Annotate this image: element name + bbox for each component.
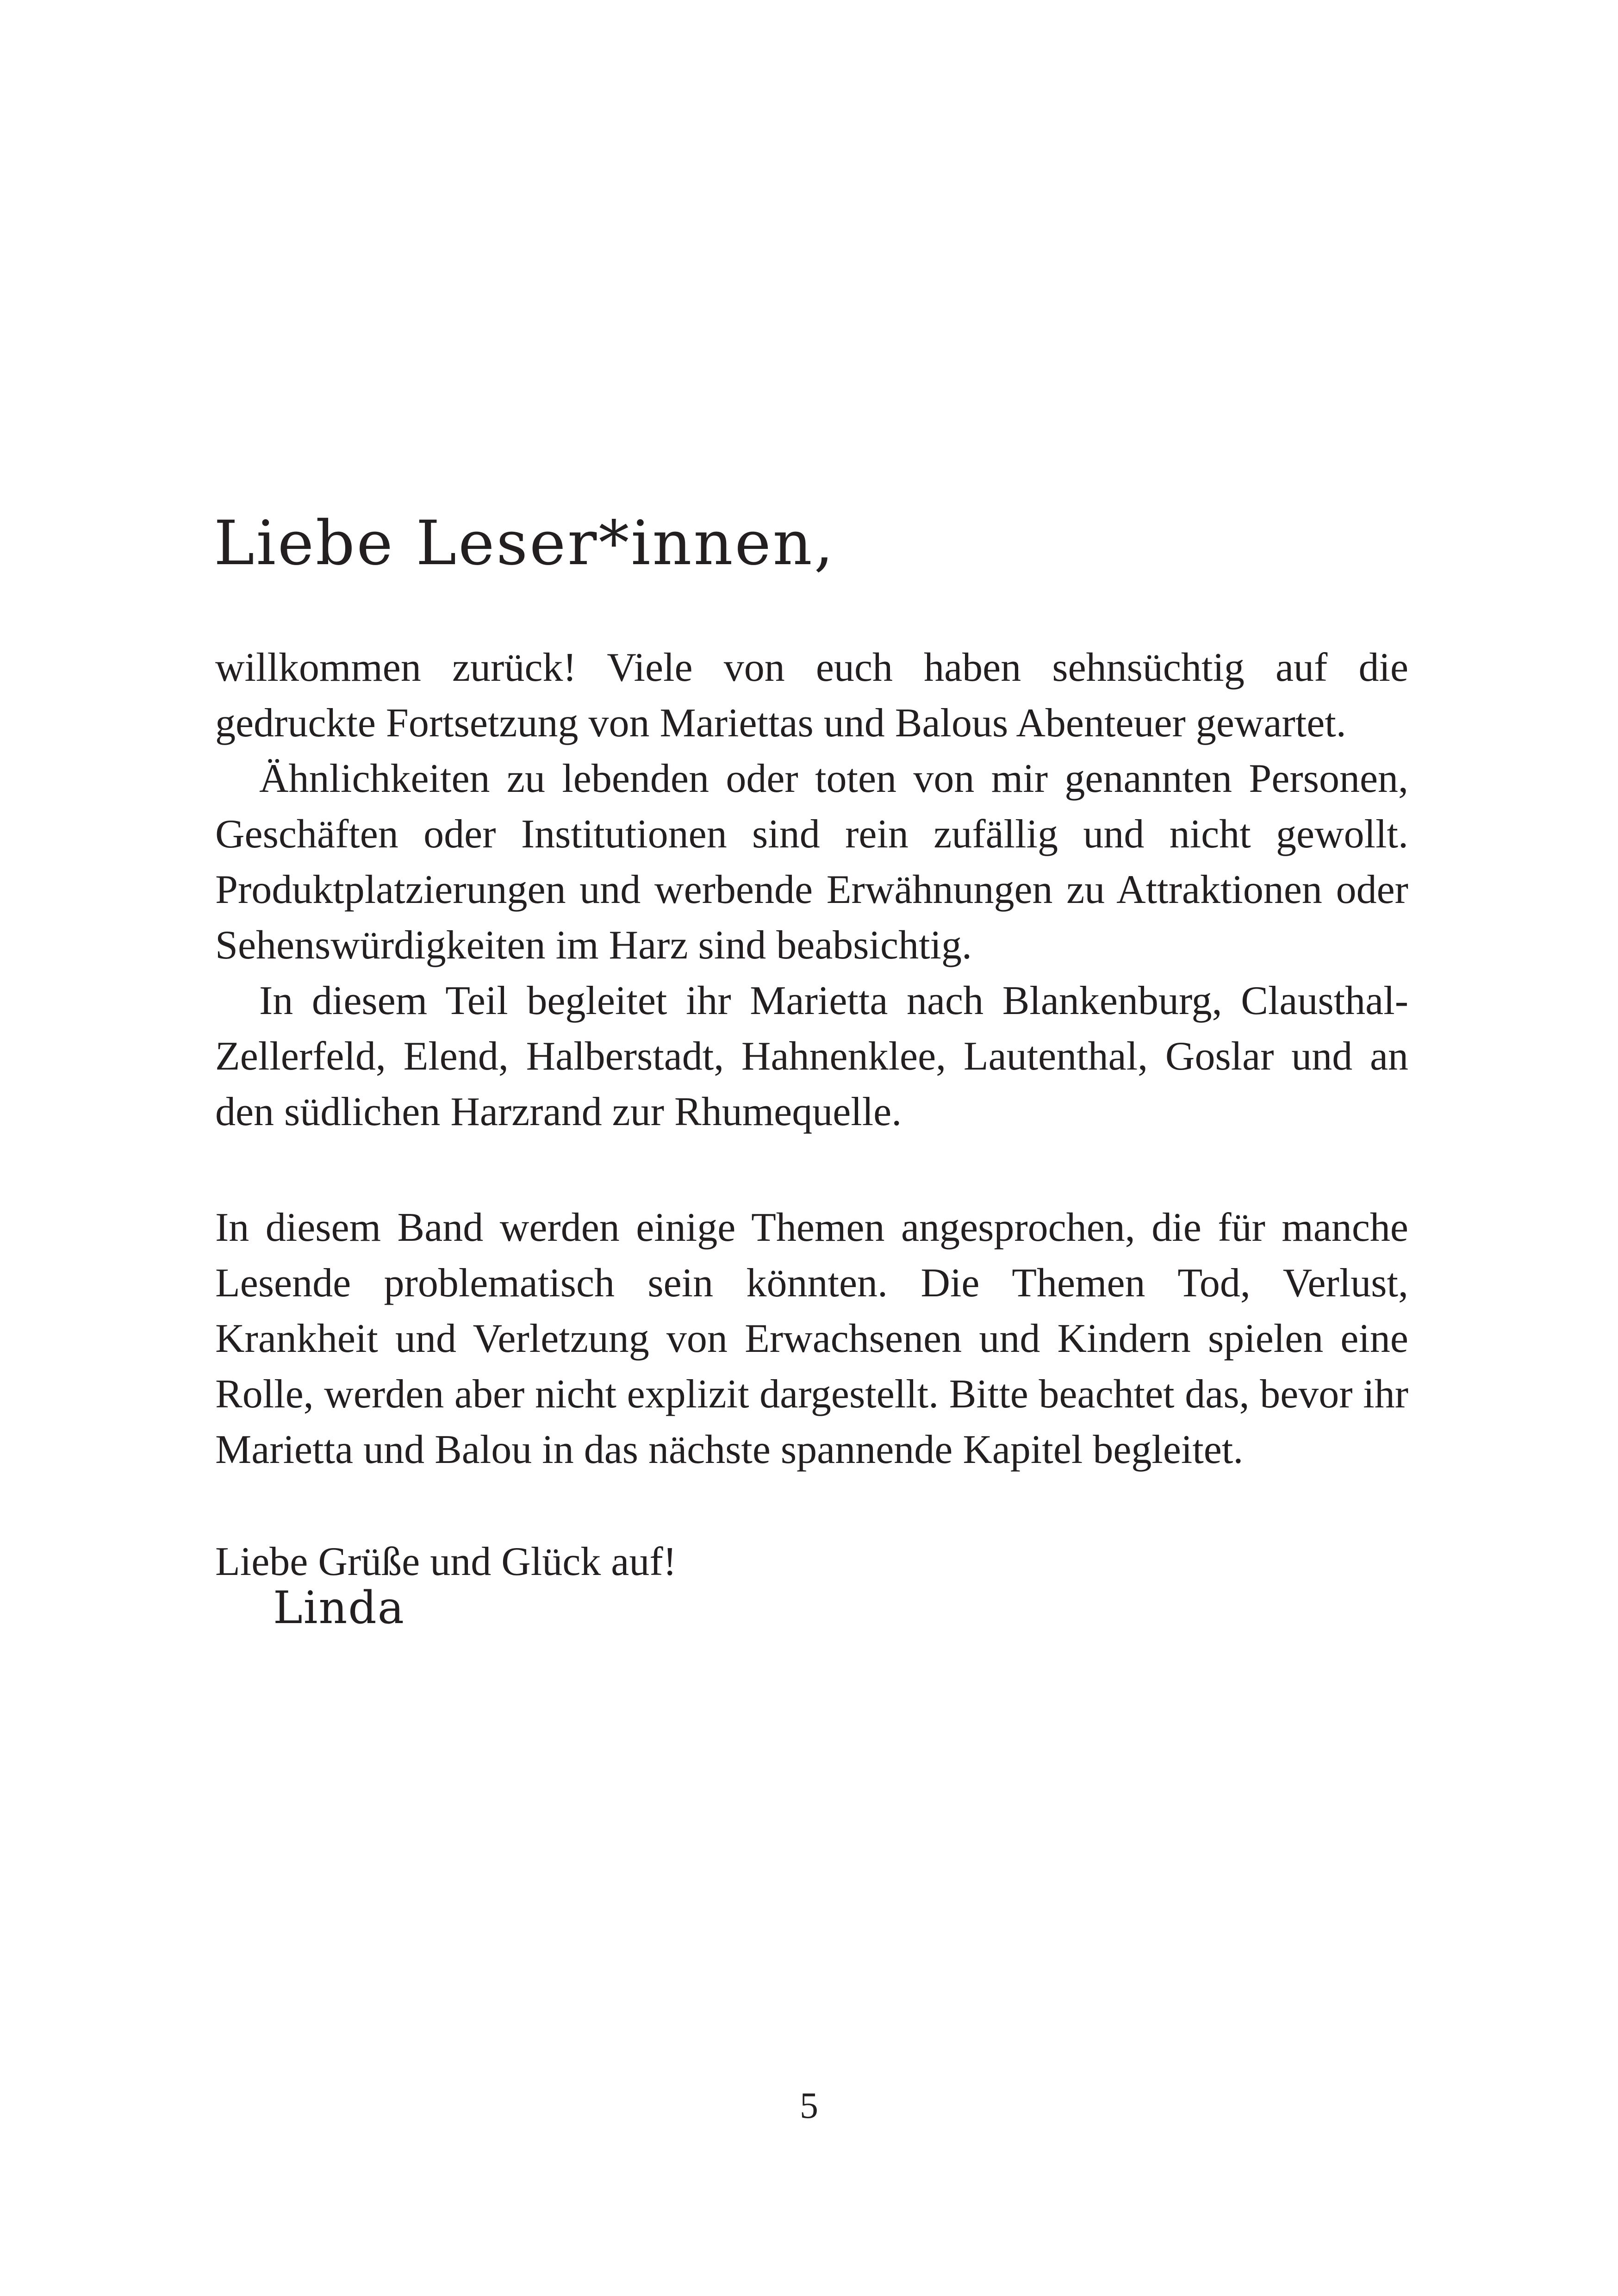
- content-warning-section: [215, 1200, 1408, 1478]
- content-warning-paragraph: In diesem Band werden einige Themen angesprochen, die für manche Lesende problematisch sein könnten. Die Themen Tod, Verlust, Krankheit und Verletzung von Erwachsenen und Kindern spielen eine Rolle, werden aber nicht explizit dargestellt. Bitte beachtet das, bevor ihr Marietta und Balou in das nächste spannende Kapitel begleitet.: [215, 1205, 1408, 1472]
- page-title: Liebe Leser*innen,: [214, 508, 835, 579]
- page-number: 5: [800, 2085, 818, 2126]
- intro-section: [215, 640, 1408, 1140]
- intro-paragraph-1: willkommen zurück! Viele von euch haben sehnsüchtig auf die gedruckte Fortsetzung von Mariettas und Balous Abenteuer gewartet.: [215, 645, 1408, 746]
- intro-paragraph-2: Ähnlichkeiten zu lebenden oder toten von mir genannten Personen, Geschäften oder Institutionen sind rein zufällig und nicht gewollt. Produktplatzierungen und werbende Erwähnungen zu Attraktionen oder Sehenswürdigkeiten im Harz sind beabsichtig.: [215, 756, 1408, 968]
- intro-paragraph-3: In diesem Teil begleitet ihr Marietta nach Blankenburg, Clausthal-Zellerfeld, Elend, Halberstadt, Hahnenklee, Lautenthal, Goslar und an den südlichen Harzrand zur Rhumequelle.: [215, 978, 1408, 1134]
- closing-line: Liebe Grüße und Glück auf!: [215, 1539, 677, 1584]
- author-signature: Linda: [273, 1582, 405, 1634]
- closing-section: [215, 1534, 1408, 1590]
